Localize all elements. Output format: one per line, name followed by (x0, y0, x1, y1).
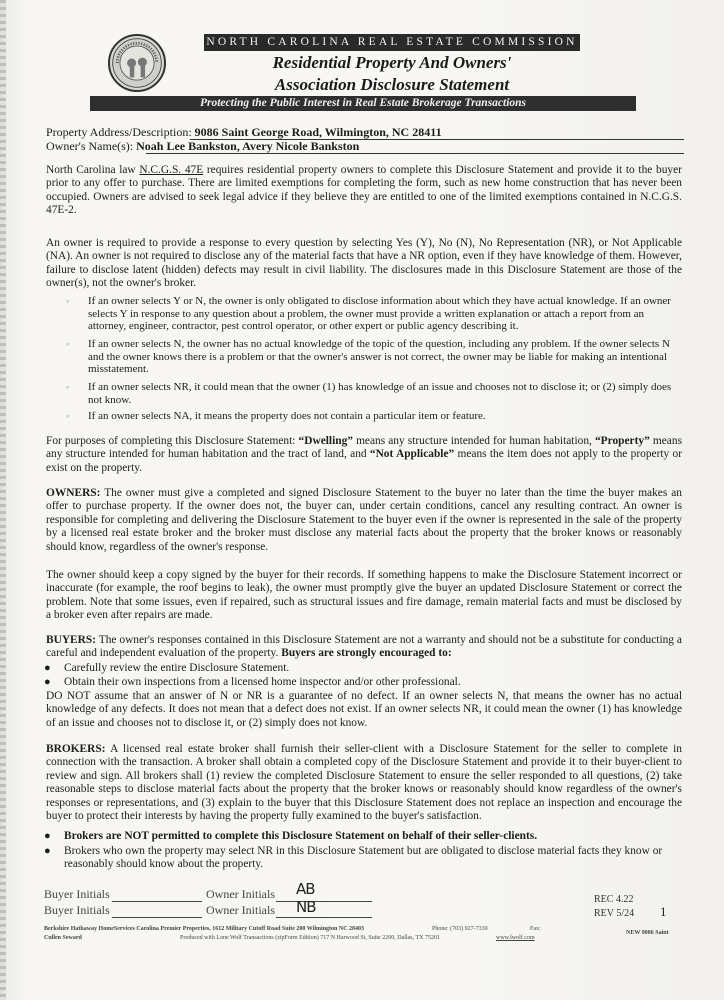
tagline-banner: Protecting the Public Interest in Real Estate Brokerage Transactions (90, 96, 636, 111)
owner-initials-label: Owner Initials (206, 887, 275, 901)
brokers-paragraph: BROKERS: A licensed real estate broker shall furnish their seller-client with a Disclosure Statement for the seller to complete in connection with the transaction. A broker shall obtain a completed copy of the Disclosure Statement and provide it to their buyer-client to review and sign. All brokers shall (1) review the completed Disclosure Statement to ensure the seller responded to all questions, (2) take reasonable steps to disclose material facts about the property that the broker knows or reasonably should know regardless of the owner's responses or representations, and (3) explain to the buyer that this Disclosure Statement does not replace an inspection and encourage the buyer to protect their interests by having the property fully examined to the buyer's satisfaction. (46, 743, 682, 823)
buyer-initials-line[interactable] (112, 917, 202, 918)
seal-icon (108, 34, 166, 92)
phone-line: Phone: (703) 927-7339 (432, 926, 488, 932)
form-title-line2: Association Disclosure Statement (274, 75, 510, 94)
brokers-bullet: ● Brokers are NOT permitted to complete this Disclosure Statement on behalf of their seller-clients. (44, 830, 538, 842)
binder-edge (0, 0, 6, 1000)
produced-with-line: Produced with Lone Wolf Transactions (zipForm Edition) 717 N Harwood St, Suite 2200, Dallas, TX 75201 (180, 935, 440, 941)
buyer-initials-label: Buyer Initials (44, 903, 110, 917)
owner-name-row (46, 139, 359, 154)
document-name: NEW 9086 Saint (626, 930, 669, 936)
buyers-heading: BUYERS: (46, 634, 97, 646)
agent-name: Cullen Seward (44, 935, 82, 941)
definitions-paragraph: For purposes of completing this Disclosure Statement: “Dwelling” means any structure intended for human habitation, “Property” means any structure intended for human habitation and the tract of land, and “Not Applicable” means the item does not apply to the property or exist on the property. (46, 435, 683, 474)
owner-name-label: Owner's Name(s): (46, 139, 134, 153)
option-item: ◦ If an owner selects N, the owner has no actual knowledge of the topic of the question, including any problem. If the owner selects N and the owner knows there is a problem or that the owner's answer is not correct, the owner may be liable for making an intentional misstatement. (66, 338, 670, 376)
owners-update-paragraph: The owner should keep a copy signed by the buyer for their records. If something happens to make the Disclosure Statement incorrect or inaccurate (for example, the roof begins to leak), the owner must promptly give the buyer an updated Disclosure Statement or correct the problem. Note that some issues, even if repaired, such as structural issues and fire damage, remain material facts and must be disclosed by a broker even after repairs are made. (46, 569, 682, 622)
buyers-bullet: ● Carefully review the entire Disclosure Statement. (44, 662, 290, 674)
commission-banner: NORTH CAROLINA REAL ESTATE COMMISSION (204, 34, 580, 51)
lwolf-link[interactable]: www.lwolf.com (496, 935, 535, 941)
fax-line: Fax: (530, 926, 541, 932)
buyers-paragraph: BUYERS: The owner's responses contained in this Disclosure Statement are not a warranty and should not be a substitute for conducting a careful and independent evaluation of the property. Buyers are strongly encouraged to: (46, 634, 682, 660)
property-address-row (46, 125, 442, 140)
rec-version: REC 4.22 (594, 894, 634, 905)
option-item: ◦ If an owner selects Y or N, the owner is only obligated to disclose information about which they have actual knowledge. If an owner selects Y in response to any question about a problem, the owner must provide a written explanation or attach a report from an attorney, engineer, contractor, pest control operator, or other expert or public agency describing it. (66, 295, 671, 333)
statute-link: N.C.G.S. 47E (139, 164, 204, 176)
buyers-bullet: ● Obtain their own inspections from a licensed home inspector and/or other professional. (44, 676, 461, 688)
owner-initials-handwritten: AB (296, 880, 315, 898)
owner-initials-handwritten: NB (296, 898, 316, 916)
property-address-value[interactable]: 9086 Saint George Road, Wilmington, NC 28411 (194, 125, 442, 139)
owners-heading: OWNERS: (46, 487, 101, 499)
brokers-bullet: ● Brokers who own the property may select NR in this Disclosure Statement but are obligated to disclose material facts they know or reasonably should know about the property. (44, 845, 663, 871)
form-title-line1: Residential Property And Owners' (272, 53, 512, 72)
page-number: 1 (660, 904, 667, 919)
owners-paragraph: OWNERS: The owner must give a completed and signed Disclosure Statement to the buyer no later than the time the buyer makes an offer to purchase property. If the owner does not, the buyer can, under certain conditions, cancel any resulting contract. An owner is responsible for completing and delivering the Disclosure Statement to the buyer even if the owner is represented in the sale of the property by a licensed real estate broker and the broker must disclose any material facts about the property that the broker knows or reasonably should know, regardless of the owner's response. (46, 487, 682, 553)
owner-initials-label: Owner Initials (206, 903, 275, 917)
buyer-initials-label: Buyer Initials (44, 887, 110, 901)
brokers-heading: BROKERS: (46, 743, 106, 755)
owner-name-line (146, 153, 684, 154)
brokerage-line: Berkshire Hathaway HomeServices Carolina Premier Properties, 1612 Military Cutoff Road Suite 200 Wilmington NC 28403 (44, 926, 365, 932)
response-paragraph: An owner is required to provide a response to every question by selecting Yes (Y), No (N), No Representation (NR), or Not Applicable (NA). An owner is not required to disclose any of the material facts that have a NR option, even if they have knowledge of them. However, failure to disclose latent (hidden) defects may result in civil liability. The disclosures made in this Disclosure Statement are those of the owner(s), not the owner's broker. (46, 237, 682, 290)
option-item: ◦ If an owner selects NA, it means the property does not contain a particular item or feature. (66, 410, 486, 422)
intro-paragraph: North Carolina law N.C.G.S. 47E requires residential property owners to complete this Disclosure Statement and provide it to the buyer prior to any offer to purchase. There are limited exemptions for completing the form, such as new home construction that has never been occupied. Owners are advised to seek legal advice if they believe they are entitled to one of the limited exemptions contained in N.C.G.S. 47E-2. (46, 164, 682, 217)
owner-name-value[interactable]: Noah Lee Bankston, Avery Nicole Bankston (136, 139, 360, 153)
buyer-initials-line[interactable] (112, 901, 202, 902)
rev-date: REV 5/24 (594, 908, 635, 919)
buyers-warning-paragraph: DO NOT assume that an answer of N or NR is a guarantee of no defect. If an owner selects N, that means the owner has no actual knowledge of any defects. It does not mean that a defect does not exist. If an owner selects NR, it could mean the owner (1) has knowledge of an issue and chooses not to disclose it, or (2) simply does not know. (46, 690, 682, 729)
option-item: ◦ If an owner selects NR, it could mean that the owner (1) has knowledge of an issue and chooses not to disclose it; or (2) simply does not know. (66, 381, 672, 406)
owner-initials-line[interactable] (276, 917, 372, 918)
owner-initials-line[interactable] (276, 901, 372, 902)
property-address-label: Property Address/Description: (46, 125, 192, 139)
